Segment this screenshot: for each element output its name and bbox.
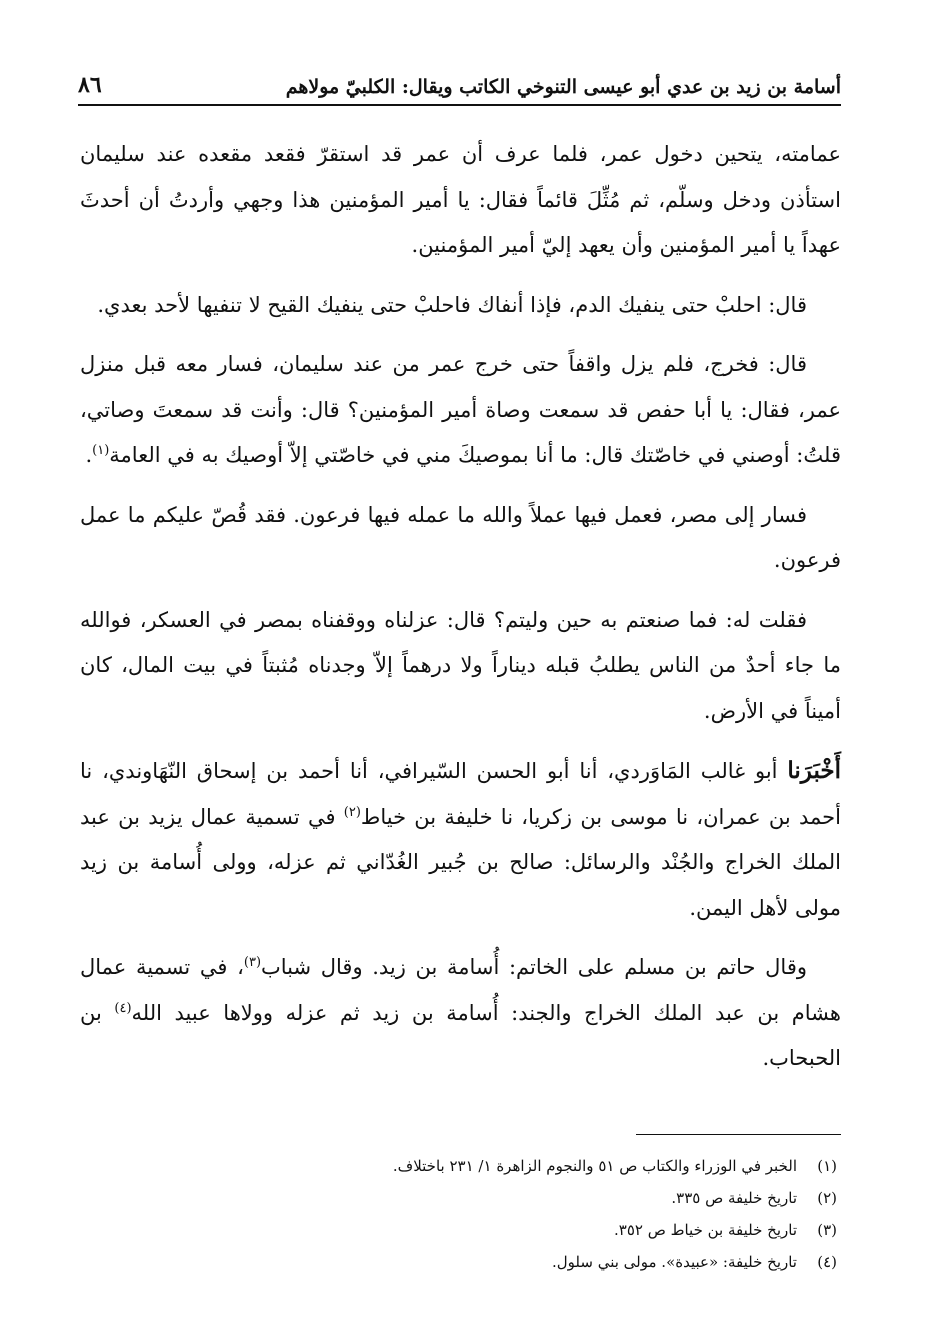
footnote-number: (٢) [817, 1189, 837, 1207]
footnote [80, 1150, 837, 1182]
footnote-number: (١) [817, 1157, 837, 1175]
paragraph-1: عمامته، يتحين دخول عمر، فلما عرف أن عمر قد استقرّ فقعد مقعده عند سليمان استأذن ودخل وسلّم، ثم مُثِّلَ قائماً فقال: يا أمير المؤمنين هذا وجهي وأردتُ أن أحدثَ عهداً يا أمير المؤمنين وأن يعهد إليّ أمير المؤمنين. [80, 142, 841, 257]
footnote-ref-2: (٢) [343, 804, 361, 820]
footnote-text: الخبر في الوزراء والكتاب ص ٥١ والنجوم الزاهرة ١/ ٢٣١ باختلاف. [392, 1157, 797, 1175]
paragraph-3-end: . [85, 443, 93, 467]
paragraph-3 [80, 342, 841, 479]
paragraph-7-text-3: بن الحبحاب. [80, 1000, 841, 1070]
footnote-text: تاريخ خليفة ص ٣٣٥. [671, 1189, 797, 1207]
paragraph-7-text-1: وقال حاتم بن مسلم على الخاتم: أُسامة بن زيد. وقال شباب [261, 955, 807, 979]
running-title: أسامة بن زيد بن عدي أبو عيسى التنوخي الكاتب ويقال: الكلبيّ مولاهم [285, 76, 841, 98]
paragraph-3-text: قال: فخرج، فلم يزل واقفاً حتى خرج عمر من عند سليمان، فسار معه قبل منزل عمر، فقال: يا أبا حفص قد سمعت وصاة أمير المؤمنين؟ قال: وأنت قد سمعتَ وصاتي، قلتُ: أوصني في خاصّتك قال: ما أنا بموصيكَ مني في خاصّتي إلاّ أوصيك به في العامة [80, 352, 841, 467]
footnote-number: (٤) [817, 1253, 837, 1271]
footnote-ref-3: (٣) [243, 955, 262, 970]
footnotes [80, 1150, 837, 1278]
footnote-divider [636, 1134, 841, 1135]
paragraph-7 [80, 945, 841, 1082]
paragraph-5: فقلت له: فما صنعتم به حين وليتم؟ قال: عزلناه ووقفناه بمصر في العسكر، فوالله ما جاء أحدٌ من الناس يطلبُ قبله ديناراً ولا درهماً إلاّ وجدناه مُثبتاً في بيت المال، كان أميناً في الأرض. [80, 607, 841, 723]
page-number: ٨٦ [78, 72, 102, 98]
footnote-number: (٣) [817, 1221, 837, 1239]
footnote-text: تاريخ خليفة: «عبيدة». مولى بني سلول. [551, 1253, 797, 1271]
footnote [80, 1182, 837, 1214]
isnad-text-1: أبو غالب المَاوَردي، أنا أبو الحسن السّيرافي، أنا أحمد بن إسحاق النّهَاوندي، نا أحمد بن عمران، نا موسى بن زكريا، نا خليفة بن خياط [80, 759, 841, 829]
main-text [80, 132, 841, 1096]
running-header [78, 66, 841, 106]
isnad-paragraph [80, 748, 841, 931]
isnad-text-2: في تسمية عمال يزيد بن عبد الملك الخراج والجُنْد والرسائل: صالح بن جُبير الغُدّاني ثم عزله، وولى أُسامة بن زيد مولى لأهل اليمن. [80, 804, 841, 920]
footnote-ref-4: (٤) [114, 1000, 132, 1016]
isnad-lead-word: أَخْبَرَنا [787, 757, 841, 784]
paragraph-4: فسار إلى مصر، فعمل فيها عملاً والله ما عمله فيها فرعون. فقد قُصّ عليكم ما عمل فرعون. [80, 502, 841, 572]
footnote [80, 1246, 837, 1278]
paragraph-7-text-2: ، في تسمية عمال هشام بن عبد الملك الخراج والجند: أُسامة بن زيد ثم عزله وولاها عبيد الله [80, 955, 841, 1025]
footnote [80, 1214, 837, 1246]
paragraph-2: قال: احلبْ حتى ينفيك الدم، فإذا أنفاك فاحلبْ حتى ينفيك القيح لا تنفيها لأحد بعدي. [97, 292, 807, 317]
footnote-ref-1: (١) [92, 443, 110, 458]
footnote-text: تاريخ خليفة بن خياط ص ٣٥٢. [613, 1221, 797, 1239]
